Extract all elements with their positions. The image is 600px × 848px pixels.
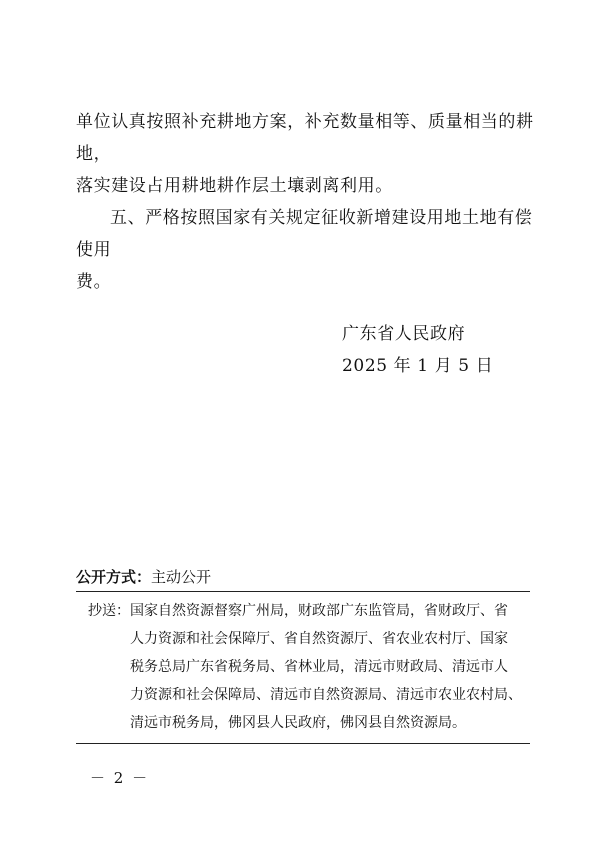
cc-line: 人力资源和社会保障厅、省自然资源厅、省农业农村厅、国家 [130, 631, 508, 647]
cc-line: 税务总局广东省税务局、省林业局，清远市财政局、清远市人 [130, 659, 508, 675]
issue-date: 2025 年 1 月 5 日 [342, 356, 494, 376]
divider-bottom [76, 743, 530, 744]
disclosure-label: 公开方式： [76, 568, 152, 586]
divider-top [76, 591, 530, 592]
signature-block [342, 318, 493, 382]
body-line: 单位认真按照补充耕地方案，补充数量相等、质量相当的耕地， [76, 112, 534, 164]
disclosure-value: 主动公开 [151, 568, 212, 586]
issuer-name: 广东省人民政府 [342, 324, 466, 344]
body-text [76, 106, 536, 298]
body-line: 落实建设占用耕地耕作层土壤剥离利用。 [76, 176, 393, 196]
cc-line: 抄送：国家自然资源督察广州局，财政部广东监管局，省财政厅、省 [88, 603, 508, 619]
disclosure-method [76, 566, 528, 588]
item-5-continuation: 费。 [76, 272, 112, 292]
page-number: － 2 － [90, 769, 150, 787]
cc-line: 清远市税务局，佛冈县人民政府，佛冈县自然资源局。 [130, 715, 466, 731]
item-5-line: 五、严格按照国家有关规定征收新增建设用地土地有偿使用 [76, 208, 533, 260]
cc-line: 力资源和社会保障局、清远市自然资源局、清远市农业农村局、 [130, 687, 522, 703]
cc-list [88, 597, 528, 737]
